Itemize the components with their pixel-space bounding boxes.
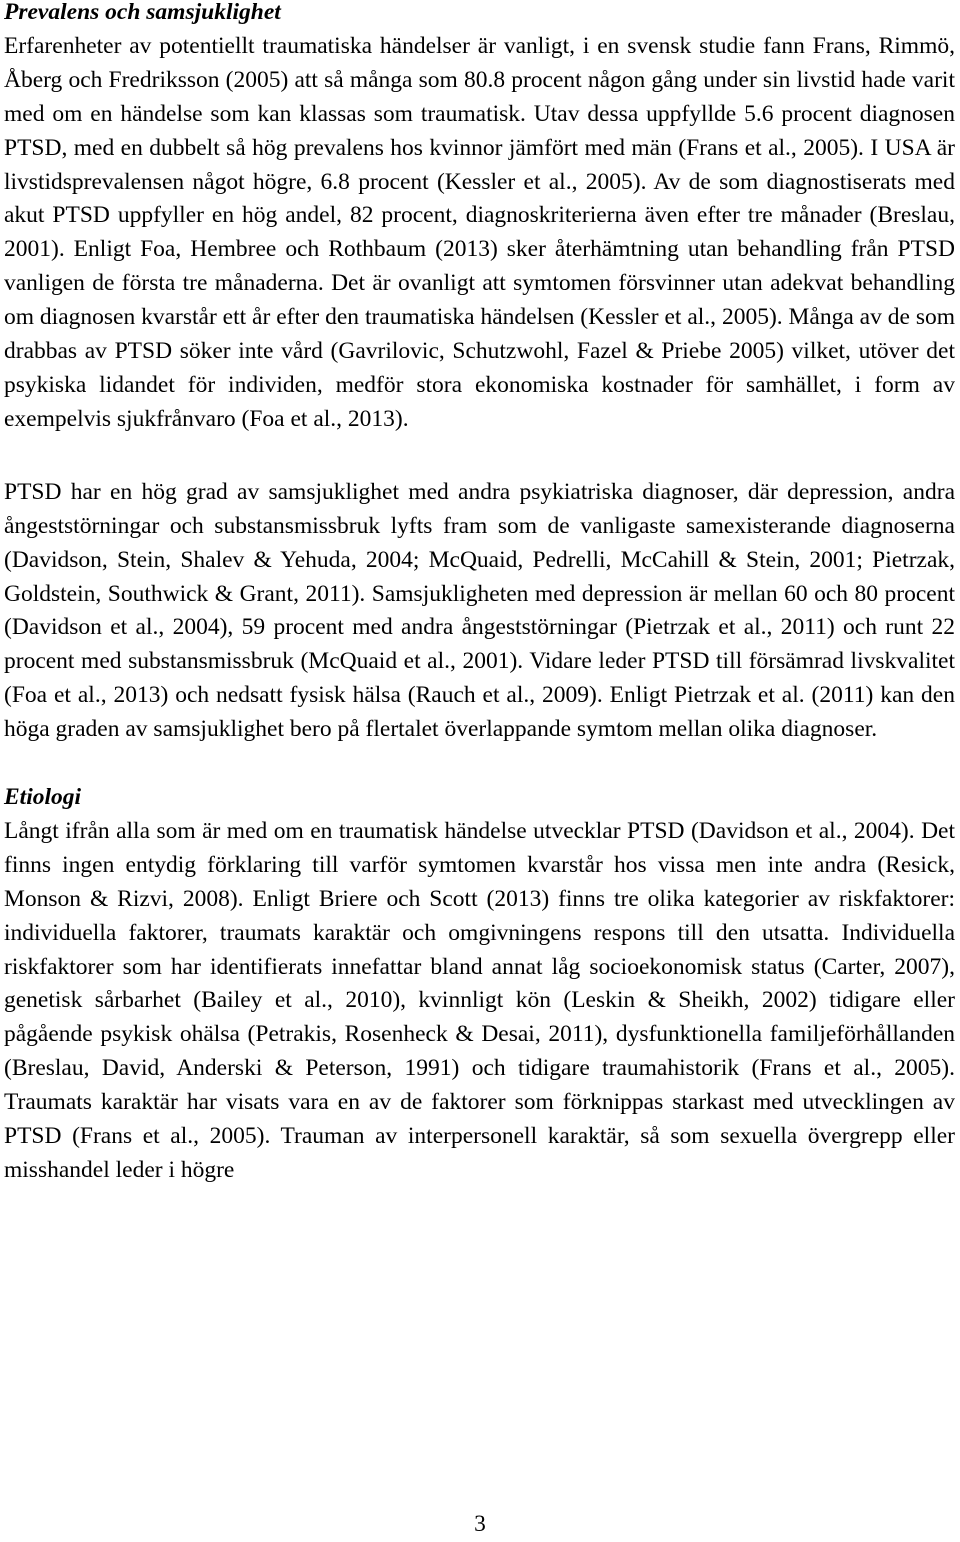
page-number: 3 xyxy=(474,1511,486,1537)
paragraph-samsjuklighet: PTSD har en hög grad av samsjuklighet med andra psykiatriska diagnoser, där depression, andra ångeststörningar och substansmissbruk lyfts fram som de vanligaste samexisterande diagnoserna (Davidson, Stein, Shalev & Yehuda, 2004; McQuaid, Pedrelli, McCahill & Stein, 2001; Pietrzak, Goldstein, Southwick & Grant, 2011). Samsjukligheten med depression är mellan 60 och 80 procent (Davidson et al., 2004), 59 procent med andra ångeststörningar (Pietrzak et al., 2011) och runt 22 procent med substansmissbruk (McQuaid et al., 2001). Vidare leder PTSD till försämrad livskvalitet (Foa et al., 2013) och nedsatt fysisk hälsa (Rauch et al., 2009). Enligt Pietrzak et al. (2011) kan den höga graden av samsjuklighet bero på flertalet överlappande symtom mellan olika diagnoser. xyxy=(4,478,955,743)
paragraph-prevalens: Erfarenheter av potentiellt traumatiska händelser är vanligt, i en svensk studie fann Frans, Rimmö, Åberg och Fredriksson (2005) att så många som 80.8 procent någon gång under sin livstid hade varit med om en händelse som kan klassas som traumatisk. Utav dessa uppfyllde 5.6 procent diagnosen PTSD, med en dubbelt så hög prevalens hos kvinnor jämfört med män (Frans et al., 2005). I USA är livstidsprevalensen något högre, 6.8 procent (Kessler et al., 2005). Av de som diagnostiserats med akut PTSD uppfyller en hög andel, 82 procent, diagnoskriterierna även efter tre månader (Breslau, 2001). Enligt Foa, Hembree och Rothbaum (2013) sker återhämtning utan behandling från PTSD vanligen de första tre månaderna. Det är ovanligt att symtomen försvinner utan adekvat behandling om diagnosen kvarstår ett år efter den traumatiska händelsen (Kessler et al., 2005). Många av de som drabbas av PTSD söker inte vård (Gavrilovic, Schutzwohl, Fazel & Priebe 2005) vilket, utöver det psykiska lidandet för individen, medför stora ekonomiska kostnader för samhället, i form av exempelvis sjukfrånvaro (Foa et al., 2013). xyxy=(4,32,955,432)
section-heading-prevalens: Prevalens och samsjuklighet xyxy=(4,0,281,25)
document-page xyxy=(4,0,955,1539)
section-heading-etiologi: Etiologi xyxy=(4,784,82,811)
paragraph-etiologi: Långt ifrån alla som är med om en traumatisk händelse utvecklar PTSD (Davidson et al., 2004). Det finns ingen entydig förklaring till varför symtomen kvarstår hos vissa men inte andra (Resick, Monson & Rizvi, 2008). Enligt Briere och Scott (2013) finns tre olika kategorier av riskfaktorer: individuella faktorer, traumats karaktär och omgivningens respons till den utsatta. Individuella riskfaktorer som har identifierats innefattar bland annat låg socioekonomisk status (Carter, 2007), genetisk sårbarhet (Bailey et al., 2010), kvinnligt kön (Leskin & Sheikh, 2002) tidigare eller pågående psykisk ohälsa (Petrakis, Rosenheck & Desai, 2011), dysfunktionella familjeförhållanden (Breslau, David, Anderski & Peterson, 1991) och tidigare traumahistorik (Frans et al., 2005). Traumats karaktär har visats vara en av de faktorer som förknippas starkast med utvecklingen av PTSD (Frans et al., 2005). Trauman av interpersonell karaktär, så som sexuella övergrepp eller misshandel leder i högre xyxy=(4,817,955,1183)
